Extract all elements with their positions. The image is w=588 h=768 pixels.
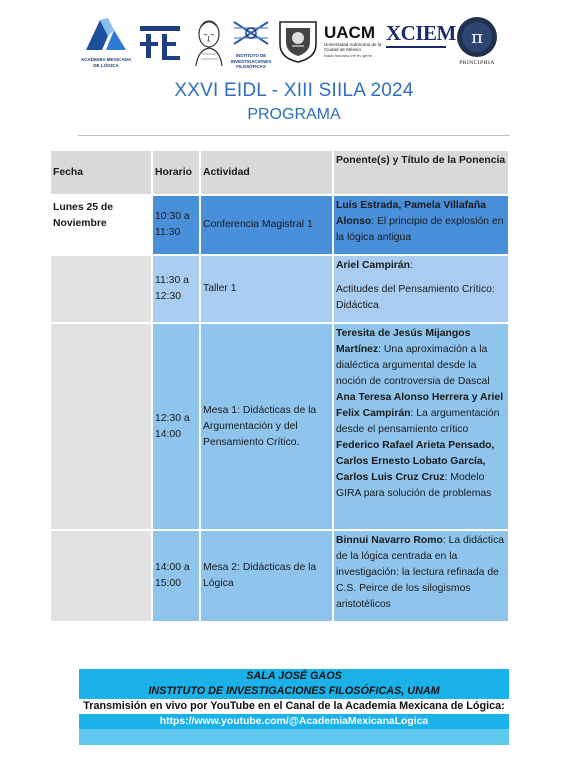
table-row (51, 255, 508, 323)
row-activity: Mesa 2: Didácticas de la Lógica (200, 530, 333, 622)
speaker-name: Binnui Navarro Romo (336, 535, 443, 546)
speaker-name: Ana Teresa Alonso Herrera y Ariel Felix Campirán (336, 392, 504, 419)
uacm-logo-motto: Nada humano me es ajeno (324, 52, 373, 58)
uacm-logo-text: UACM (324, 23, 375, 42)
talk-title: : La didáctica de la lógica centrada en la investigación: la lectura refinada de C.S. Peirce de los silogismos aristotélicos (336, 535, 505, 610)
uacm-logo (324, 24, 386, 64)
speaker-name: Federico Rafael Arieta Pensado, Carlos Ernesto Lobato García, Carlos Luis Cruz Cruz (336, 440, 495, 483)
row-activity: Conferencia Magistral 1 (200, 195, 333, 255)
xciem-underline (386, 46, 446, 48)
table-header-row (51, 151, 508, 195)
talk-title: Actitudes del Pensamiento Crítico: Didáctica (336, 284, 495, 311)
row-speaker (333, 255, 508, 323)
talk-title: : Modelo GIRA para solución de problemas (336, 472, 492, 499)
iif-logo-text: INSTITUTO DE INVESTIGACIONES FILOSÓFICAS (230, 53, 272, 69)
header-actividad: Actividad (200, 151, 333, 195)
program-table (51, 151, 508, 623)
venue-institute: INSTITUTO DE INVESTIGACIONES FILOSÓFICAS, UNAM (79, 684, 509, 699)
venue-footer (79, 669, 509, 745)
tel-logo (138, 24, 182, 64)
principhia-logo-text: PRINCIPHIA (459, 60, 495, 66)
talk-title: : Una aproximación a la dialéctica argumental desde la noción de controversia de Dascal (336, 344, 490, 387)
talk-colon: : (409, 260, 413, 271)
row-activity: Taller 1 (200, 255, 333, 323)
speaker-name: Teresita de Jesús Mijangos Martínez (336, 328, 471, 355)
iif-logo (230, 18, 272, 68)
row-date (51, 530, 152, 622)
logo-strip (78, 14, 518, 70)
talk-title: : La argumentación desde el pensamiento crítico (336, 408, 500, 435)
row-time: 12:30 a 14:00 (152, 323, 200, 530)
stream-notice: Transmisión en vivo por YouTube en el Canal de la Academia Mexicana de Lógica: (79, 699, 509, 714)
speaker-name: Luis Estrada, Pamela Villafaña Alonso (336, 200, 486, 227)
header-horario: Horario (152, 151, 200, 195)
academia-mexicana-logo (78, 16, 134, 68)
row-activity: Mesa 1: Didácticas de la Argumentación y del Pensamiento Crítico. (200, 323, 333, 530)
xciem-logo-text: XCIEM (386, 21, 456, 45)
venue-name: SALA JOSÉ GAOS (79, 669, 509, 684)
table-row (51, 530, 508, 622)
footer-bar (79, 729, 509, 745)
row-speaker (333, 323, 508, 530)
uacm-logo-subtext: Universidad Autónoma de la Ciudad de México (324, 42, 382, 53)
row-time: 14:00 a 15:00 (152, 530, 200, 622)
youtube-link[interactable]: https://www.youtube.com/@AcademiaMexicanaLogica (79, 714, 509, 729)
row-time: 10:30 a 11:30 (152, 195, 200, 255)
table-row (51, 323, 508, 530)
row-speaker (333, 195, 508, 255)
program-subtitle: PROGRAMA (247, 106, 341, 123)
event-title: XXVI EIDL - XIII SIILA 2024 (174, 80, 414, 101)
table-row (51, 195, 508, 255)
header-fecha: Fecha (51, 151, 152, 195)
portrait-sketch-logo (192, 16, 226, 68)
row-date (51, 255, 152, 323)
pi-symbol: π (471, 27, 483, 48)
unam-seal-logo (276, 18, 320, 64)
row-date (51, 323, 152, 530)
title-divider (78, 135, 510, 136)
row-date: Lunes 25 de Noviembre (51, 195, 152, 255)
principhia-logo (452, 16, 502, 70)
talk-title: : El principio de explosión en la lógica antigua (336, 216, 504, 243)
xciem-logo (386, 20, 456, 64)
academia-logo-text: ACADEMIA MEXICANA DE LÓGICA (80, 57, 132, 68)
row-speaker (333, 530, 508, 622)
row-time: 11:30 a 12:30 (152, 255, 200, 323)
speaker-name: Ariel Campirán (336, 260, 410, 271)
header-ponente: Ponente(s) y Título de la Ponencia (333, 151, 508, 195)
